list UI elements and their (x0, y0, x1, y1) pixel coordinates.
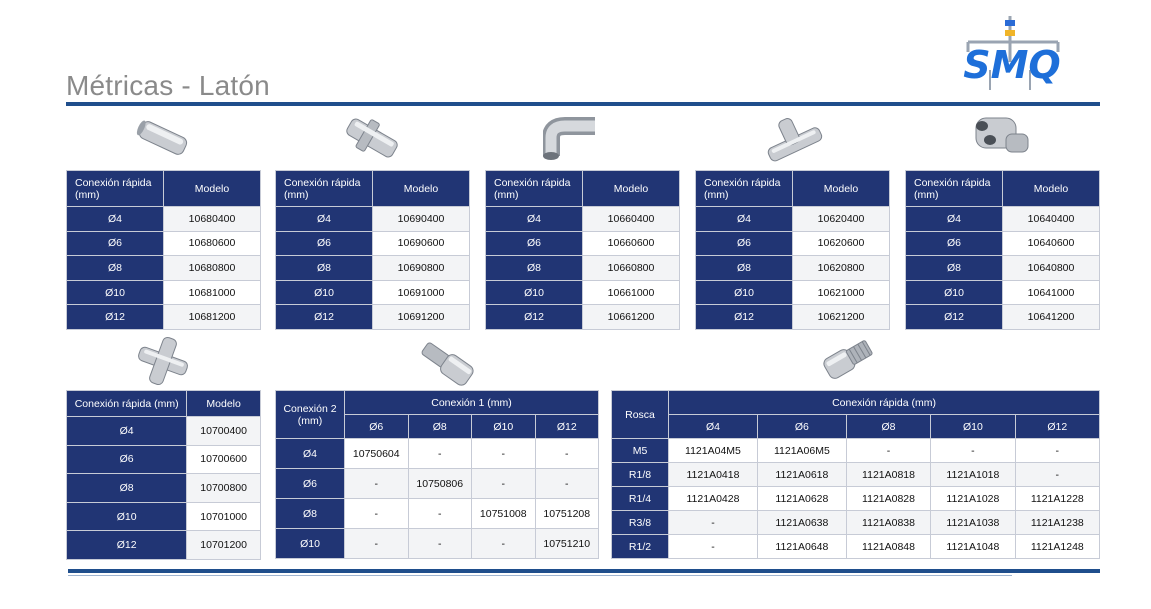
size-cell: Ø10 (67, 280, 164, 305)
spec-table-tee-union (695, 170, 890, 330)
table-row (276, 280, 470, 305)
title-underline (66, 102, 1100, 106)
column-header: Ø4 (669, 415, 758, 439)
model-cell: 10700800 (187, 474, 261, 503)
model-cell: 1121A0848 (846, 535, 930, 559)
bulkhead-union-fitting-icon (340, 112, 404, 164)
model-cell: 1121A1228 (1015, 487, 1099, 511)
model-cell: 10641000 (1003, 280, 1100, 305)
spec-table-elbow-union (485, 170, 680, 330)
spec-table-y-union (905, 170, 1100, 330)
size-cell: Ø8 (276, 256, 373, 281)
model-cell: 1121A1238 (1015, 511, 1099, 535)
column-header: Ø6 (345, 415, 409, 439)
model-cell: 1121A1028 (931, 487, 1015, 511)
model-cell: 10691200 (373, 305, 470, 330)
cross-union-fitting-icon (134, 334, 192, 388)
size-cell: Ø6 (276, 231, 373, 256)
header-conexion-rapida: Conexión rápida (mm) (67, 391, 187, 417)
model-cell: 10681200 (164, 305, 261, 330)
table-row (67, 474, 261, 503)
model-cell: 10700600 (187, 445, 261, 474)
model-cell: 10640600 (1003, 231, 1100, 256)
size-cell: Ø6 (276, 469, 345, 499)
reducer-plug-fitting-icon (416, 338, 478, 388)
table-row (612, 535, 1100, 559)
size-cell: Ø4 (906, 207, 1003, 232)
column-header: Ø12 (535, 415, 599, 439)
model-cell: - (408, 529, 472, 559)
model-cell: 10621000 (793, 280, 890, 305)
table-row (696, 280, 890, 305)
model-cell: - (846, 439, 930, 463)
model-cell: 1121A0628 (757, 487, 846, 511)
size-cell: Ø4 (486, 207, 583, 232)
size-cell: Ø10 (486, 280, 583, 305)
model-cell: 10680600 (164, 231, 261, 256)
model-cell: 10620400 (793, 207, 890, 232)
model-cell: - (472, 439, 536, 469)
model-cell: 10620600 (793, 231, 890, 256)
size-cell: R1/8 (612, 463, 669, 487)
model-cell: - (408, 499, 472, 529)
size-cell: Ø10 (906, 280, 1003, 305)
table-row (276, 231, 470, 256)
model-cell: 10640400 (1003, 207, 1100, 232)
table-row (67, 256, 261, 281)
column-header: Ø10 (931, 415, 1015, 439)
size-cell: Ø8 (696, 256, 793, 281)
size-cell: Ø12 (696, 305, 793, 330)
table-row (276, 439, 599, 469)
model-cell: 10751008 (472, 499, 536, 529)
model-cell: 10691000 (373, 280, 470, 305)
size-cell: Ø12 (906, 305, 1003, 330)
spec-table-cross-union (66, 390, 261, 560)
size-cell: Ø6 (906, 231, 1003, 256)
table-row (67, 231, 261, 256)
spec-table-reducer-plug (275, 390, 599, 559)
table-row (906, 207, 1100, 232)
table-row (612, 463, 1100, 487)
model-cell: - (1015, 463, 1099, 487)
logo-text: SMQ (963, 43, 1061, 87)
model-cell: 1121A0818 (846, 463, 930, 487)
column-header: Ø10 (472, 415, 536, 439)
header-modelo: Modelo (164, 171, 261, 207)
model-cell: - (669, 535, 758, 559)
header-conexion-rapida: Conexión rápida (mm) (906, 171, 1003, 207)
column-header: Ø8 (846, 415, 930, 439)
table-row (906, 280, 1100, 305)
header-modelo: Modelo (187, 391, 261, 417)
model-cell: 1121A1018 (931, 463, 1015, 487)
footer-rule-thin (68, 575, 1012, 576)
model-cell: 10690400 (373, 207, 470, 232)
model-cell: 10660600 (583, 231, 680, 256)
table-row (67, 417, 261, 446)
model-cell: 10620800 (793, 256, 890, 281)
header-modelo: Modelo (583, 171, 680, 207)
model-cell: 1121A0638 (757, 511, 846, 535)
size-cell: Ø8 (906, 256, 1003, 281)
model-cell: 10701200 (187, 531, 261, 560)
size-cell: Ø10 (67, 502, 187, 531)
size-cell: Ø12 (67, 531, 187, 560)
table-row (276, 529, 599, 559)
model-cell: 1121A0648 (757, 535, 846, 559)
size-cell: Ø4 (67, 417, 187, 446)
y-union-fitting-icon (968, 110, 1032, 162)
model-cell: 1121A1048 (931, 535, 1015, 559)
model-cell: - (669, 511, 758, 535)
model-cell: 10621200 (793, 305, 890, 330)
page-title: Métricas - Latón (66, 70, 270, 101)
table-row (276, 207, 470, 232)
size-cell: Ø10 (276, 280, 373, 305)
model-cell: 1121A0828 (846, 487, 930, 511)
size-cell: Ø10 (696, 280, 793, 305)
table-row (486, 256, 680, 281)
header-modelo: Modelo (373, 171, 470, 207)
column-header: Ø6 (757, 415, 846, 439)
model-cell: 1121A04M5 (669, 439, 758, 463)
model-cell: 10680400 (164, 207, 261, 232)
size-cell: Ø4 (67, 207, 164, 232)
table-row (67, 502, 261, 531)
model-cell: 10690800 (373, 256, 470, 281)
model-cell: 10750604 (345, 439, 409, 469)
model-cell: - (472, 469, 536, 499)
model-cell: - (345, 469, 409, 499)
header-conexion-rapida: Conexión rápida (mm) (276, 171, 373, 207)
size-cell: Ø6 (486, 231, 583, 256)
model-cell: 1121A1248 (1015, 535, 1099, 559)
table-row (696, 256, 890, 281)
table-row (276, 469, 599, 499)
model-cell: 10751208 (535, 499, 599, 529)
row-header: Conexión 2 (mm) (276, 391, 345, 439)
size-cell: R1/2 (612, 535, 669, 559)
table-row (696, 207, 890, 232)
model-cell: 10661000 (583, 280, 680, 305)
table-row (696, 231, 890, 256)
footer-rule (68, 569, 1100, 573)
size-cell: Ø8 (276, 499, 345, 529)
smq-logo-icon (948, 12, 1076, 94)
table-row (696, 305, 890, 330)
size-cell: Ø6 (696, 231, 793, 256)
model-cell: - (535, 469, 599, 499)
model-cell: 10690600 (373, 231, 470, 256)
table-row (276, 305, 470, 330)
size-cell: Ø12 (67, 305, 164, 330)
table-row (67, 445, 261, 474)
size-cell: Ø8 (67, 474, 187, 503)
column-header: Ø8 (408, 415, 472, 439)
model-cell: 10681000 (164, 280, 261, 305)
spec-table-straight-union (66, 170, 261, 330)
straight-union-fitting-icon (133, 115, 193, 161)
size-cell: Ø12 (486, 305, 583, 330)
header-conexion-rapida: Conexión rápida (mm) (696, 171, 793, 207)
table-row (67, 531, 261, 560)
male-threaded-connector-icon (818, 334, 878, 384)
table-row (906, 305, 1100, 330)
model-cell: - (472, 529, 536, 559)
table-row (612, 487, 1100, 511)
model-cell: 10750806 (408, 469, 472, 499)
tee-union-fitting-icon (760, 112, 824, 164)
size-cell: Ø8 (67, 256, 164, 281)
size-cell: Ø6 (67, 445, 187, 474)
model-cell: 1121A0418 (669, 463, 758, 487)
model-cell: 1121A0618 (757, 463, 846, 487)
column-group-header: Conexión 1 (mm) (345, 391, 599, 415)
model-cell: 10700400 (187, 417, 261, 446)
spec-table-bulkhead-union (275, 170, 470, 330)
spec-table-male-connector (611, 390, 1100, 559)
row-header: Rosca (612, 391, 669, 439)
header-conexion-rapida: Conexión rápida (mm) (486, 171, 583, 207)
column-header: Ø12 (1015, 415, 1099, 439)
model-cell: - (345, 529, 409, 559)
model-cell: 10701000 (187, 502, 261, 531)
model-cell: 10660400 (583, 207, 680, 232)
table-row (67, 207, 261, 232)
size-cell: Ø10 (276, 529, 345, 559)
table-row (486, 280, 680, 305)
table-row (906, 231, 1100, 256)
model-cell: 10641200 (1003, 305, 1100, 330)
elbow-union-fitting-icon (543, 112, 605, 164)
model-cell: 1121A0838 (846, 511, 930, 535)
model-cell: 1121A0428 (669, 487, 758, 511)
size-cell: Ø6 (67, 231, 164, 256)
model-cell: 1121A06M5 (757, 439, 846, 463)
header-modelo: Modelo (1003, 171, 1100, 207)
table-row (612, 511, 1100, 535)
header-modelo: Modelo (793, 171, 890, 207)
model-cell: - (345, 499, 409, 529)
model-cell: 10660800 (583, 256, 680, 281)
table-row (906, 256, 1100, 281)
model-cell: 10680800 (164, 256, 261, 281)
model-cell: - (408, 439, 472, 469)
header-conexion-rapida: Conexión rápida (mm) (67, 171, 164, 207)
table-row (486, 231, 680, 256)
table-row (276, 256, 470, 281)
model-cell: 1121A1038 (931, 511, 1015, 535)
column-group-header: Conexión rápida (mm) (669, 391, 1100, 415)
model-cell: - (1015, 439, 1099, 463)
size-cell: R3/8 (612, 511, 669, 535)
size-cell: Ø4 (276, 207, 373, 232)
table-row (486, 207, 680, 232)
table-row (612, 439, 1100, 463)
size-cell: R1/4 (612, 487, 669, 511)
size-cell: Ø4 (276, 439, 345, 469)
model-cell: - (535, 439, 599, 469)
size-cell: Ø4 (696, 207, 793, 232)
table-row (67, 280, 261, 305)
model-cell: - (931, 439, 1015, 463)
table-row (67, 305, 261, 330)
model-cell: 10661200 (583, 305, 680, 330)
size-cell: Ø8 (486, 256, 583, 281)
model-cell: 10640800 (1003, 256, 1100, 281)
table-row (276, 499, 599, 529)
size-cell: M5 (612, 439, 669, 463)
model-cell: 10751210 (535, 529, 599, 559)
table-row (486, 305, 680, 330)
size-cell: Ø12 (276, 305, 373, 330)
